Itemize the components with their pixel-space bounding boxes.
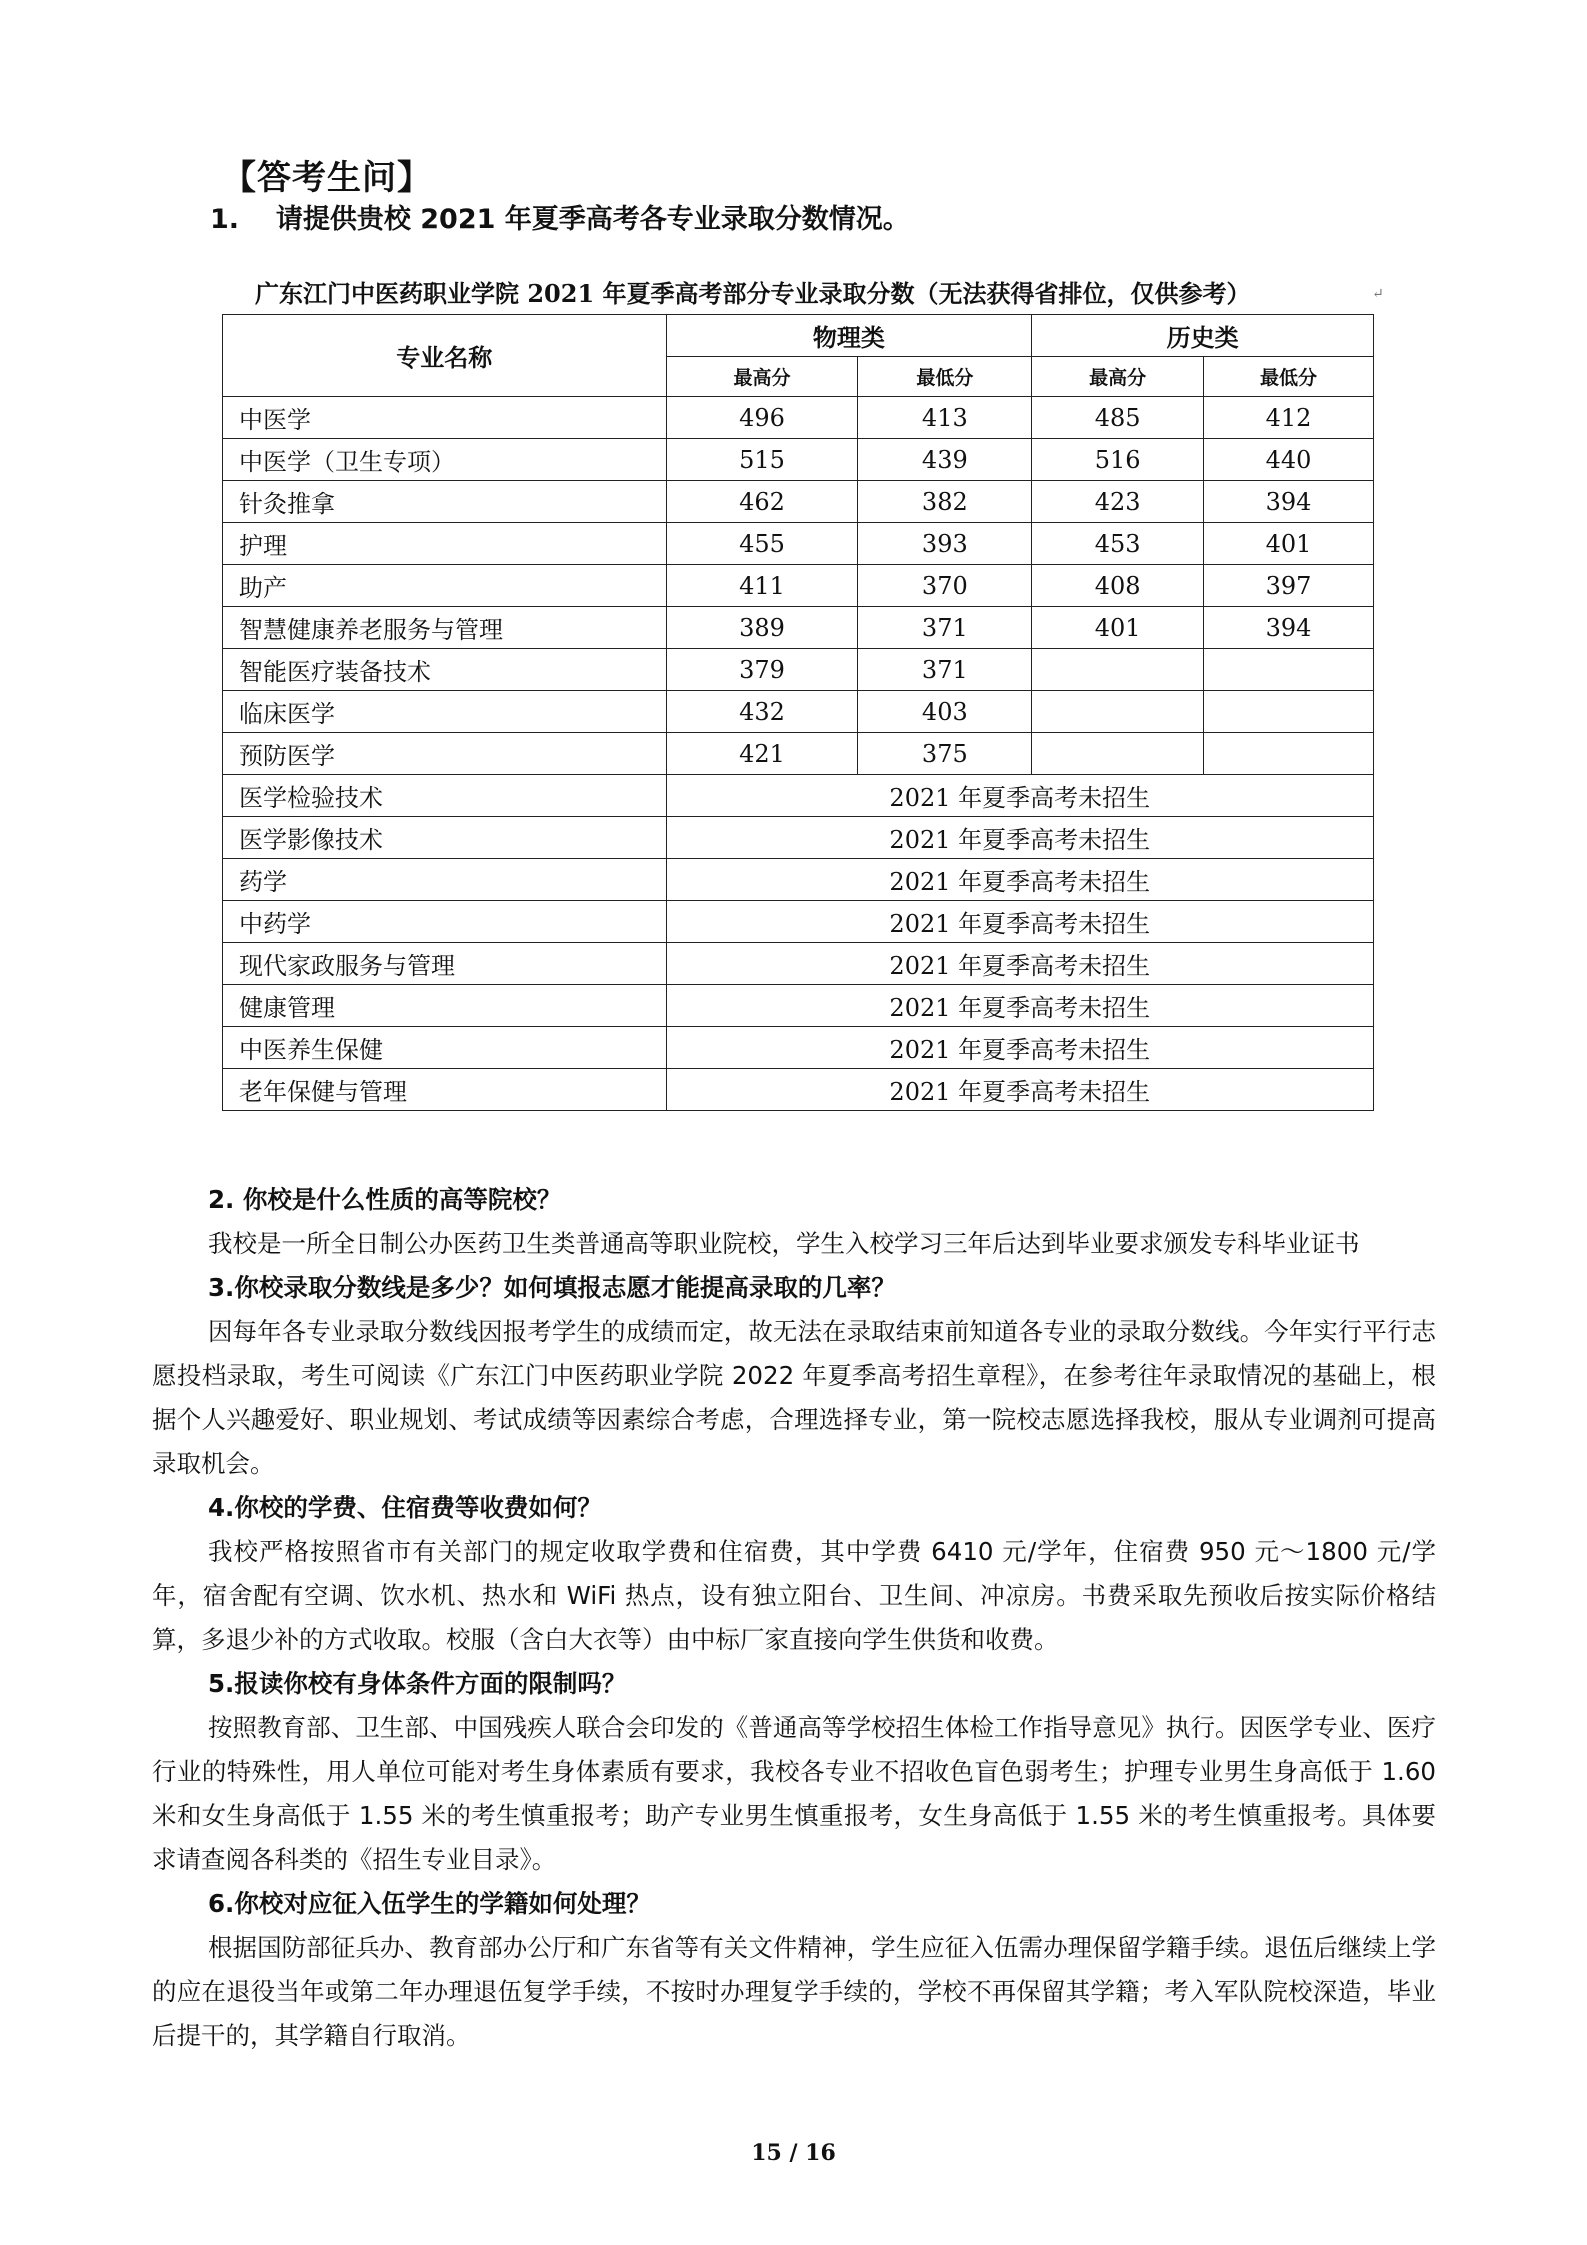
history-max: 423: [1032, 481, 1204, 523]
physics-max: 421: [666, 733, 858, 775]
table-row: [223, 607, 1374, 649]
answer-5: 按照教育部、卫生部、中国残疾人联合会印发的《普通高等学校招生体检工作指导意见》执行。因医学专业、医疗行业的特殊性，用人单位可能对考生身体素质有要求，我校各专业不招收色盲色弱考生；护理专业男生身高低于 1.60 米和女生身高低于 1.55 米的考生慎重报考；助产专业男生慎重报考，女生身高低于 1.55 米的考生慎重报考。具体要求请查阅各科类的《招生专业目录》。: [152, 1713, 1436, 1874]
table-row-no-enroll: [223, 775, 1374, 817]
no-enroll-note: 2021 年夏季高考未招生: [666, 985, 1373, 1027]
history-min: [1204, 649, 1374, 691]
history-max: 401: [1032, 607, 1204, 649]
physics-max: 515: [666, 439, 858, 481]
history-min: 394: [1204, 481, 1374, 523]
major-name: 老年保健与管理: [223, 1069, 667, 1111]
header-history-min: 最低分: [1204, 357, 1374, 397]
major-name: 医学影像技术: [223, 817, 667, 859]
table-row: [223, 397, 1374, 439]
physics-min: 403: [858, 691, 1032, 733]
no-enroll-note: 2021 年夏季高考未招生: [666, 943, 1373, 985]
admission-score-table: [222, 314, 1374, 1111]
physics-min: 439: [858, 439, 1032, 481]
question-1: [210, 197, 910, 236]
history-min: 397: [1204, 565, 1374, 607]
physics-max: 411: [666, 565, 858, 607]
no-enroll-note: 2021 年夏季高考未招生: [666, 775, 1373, 817]
major-name: 针灸推拿: [223, 481, 667, 523]
answer-4: 我校严格按照省市有关部门的规定收取学费和住宿费，其中学费 6410 元/学年，住宿费 950 元～1800 元/学年，宿舍配有空调、饮水机、热水和 WiFi 热点，设有独立阳台、卫生间、冲凉房。书费采取先预收后按实际价格结算，多退少补的方式收取。校服（含白大衣等）由中标厂家直接向学生供货和收费。: [152, 1537, 1436, 1654]
header-history-max: 最高分: [1032, 357, 1204, 397]
major-name: 中医养生保健: [223, 1027, 667, 1069]
major-name: 中药学: [223, 901, 667, 943]
physics-max: 455: [666, 523, 858, 565]
physics-min: 375: [858, 733, 1032, 775]
table-row: [223, 523, 1374, 565]
major-name: 预防医学: [223, 733, 667, 775]
header-major: 专业名称: [223, 315, 667, 397]
history-max: 453: [1032, 523, 1204, 565]
no-enroll-note: 2021 年夏季高考未招生: [666, 1027, 1373, 1069]
major-name: 现代家政服务与管理: [223, 943, 667, 985]
table-row: [223, 733, 1374, 775]
major-name: 医学检验技术: [223, 775, 667, 817]
physics-min: 371: [858, 607, 1032, 649]
physics-max: 496: [666, 397, 858, 439]
answer-3: 因每年各专业录取分数线因报考学生的成绩而定，故无法在录取结束前知道各专业的录取分数线。今年实行平行志愿投档录取，考生可阅读《广东江门中医药职业学院 2022 年夏季高考招生章程》，在参考往年录取情况的基础上，根据个人兴趣爱好、职业规划、考试成绩等因素综合考虑，合理选择专业，第一院校志愿选择我校，服从专业调剂可提高录取机会。: [152, 1317, 1436, 1478]
table-row-no-enroll: [223, 1069, 1374, 1111]
major-name: 护理: [223, 523, 667, 565]
table-row: [223, 691, 1374, 733]
table-row: [223, 649, 1374, 691]
table-row-no-enroll: [223, 943, 1374, 985]
history-max: [1032, 733, 1204, 775]
physics-min: 413: [858, 397, 1032, 439]
major-name: 中医学: [223, 397, 667, 439]
physics-min: 370: [858, 565, 1032, 607]
major-name: 临床医学: [223, 691, 667, 733]
history-min: 394: [1204, 607, 1374, 649]
no-enroll-note: 2021 年夏季高考未招生: [666, 817, 1373, 859]
question-6: 6.你校对应征入伍学生的学籍如何处理？: [208, 1889, 651, 1918]
table-row-no-enroll: [223, 985, 1374, 1027]
table-row: [223, 481, 1374, 523]
question-3: 3.你校录取分数线是多少？如何填报志愿才能提高录取的几率？: [208, 1273, 896, 1302]
table-row: [223, 565, 1374, 607]
answer-2: 我校是一所全日制公办医药卫生类普通高等职业院校，学生入校学习三年后达到毕业要求颁发专科毕业证书: [208, 1229, 1360, 1258]
question-1-text: 请提供贵校 2021 年夏季高考各专业录取分数情况。: [275, 204, 910, 235]
history-max: [1032, 649, 1204, 691]
physics-min: 382: [858, 481, 1032, 523]
no-enroll-note: 2021 年夏季高考未招生: [666, 1069, 1373, 1111]
physics-min: 371: [858, 649, 1032, 691]
physics-min: 393: [858, 523, 1032, 565]
physics-max: 432: [666, 691, 858, 733]
major-name: 中医学（卫生专项）: [223, 439, 667, 481]
physics-max: 379: [666, 649, 858, 691]
table-caption: 广东江门中医药职业学院 2021 年夏季高考部分专业录取分数（无法获得省排位，仅供参考）: [255, 279, 1251, 308]
table-row-no-enroll: [223, 859, 1374, 901]
header-physics-min: 最低分: [858, 357, 1032, 397]
history-min: [1204, 691, 1374, 733]
major-name: 智慧健康养老服务与管理: [223, 607, 667, 649]
question-2: 2. 你校是什么性质的高等院校？: [208, 1185, 562, 1214]
major-name: 助产: [223, 565, 667, 607]
history-max: 408: [1032, 565, 1204, 607]
no-enroll-note: 2021 年夏季高考未招生: [666, 859, 1373, 901]
major-name: 药学: [223, 859, 667, 901]
history-min: [1204, 733, 1374, 775]
major-name: 智能医疗装备技术: [223, 649, 667, 691]
paragraph-mark: ↵: [1372, 286, 1384, 302]
table-row: [223, 439, 1374, 481]
question-1-number: 1.: [210, 204, 240, 235]
history-min: 401: [1204, 523, 1374, 565]
header-physics: 物理类: [666, 315, 1032, 357]
page-number: 15 / 16: [751, 2140, 836, 2166]
history-max: 516: [1032, 439, 1204, 481]
faq-body: [152, 1178, 1436, 2058]
history-min: 440: [1204, 439, 1374, 481]
history-max: [1032, 691, 1204, 733]
question-5: 5.报读你校有身体条件方面的限制吗？: [208, 1669, 627, 1698]
question-4: 4.你校的学费、住宿费等收费如何？: [208, 1493, 602, 1522]
section-title: 【答考生问】: [222, 158, 432, 198]
header-history: 历史类: [1032, 315, 1374, 357]
physics-max: 462: [666, 481, 858, 523]
history-max: 485: [1032, 397, 1204, 439]
history-min: 412: [1204, 397, 1374, 439]
physics-max: 389: [666, 607, 858, 649]
table-header-row: [223, 315, 1374, 357]
no-enroll-note: 2021 年夏季高考未招生: [666, 901, 1373, 943]
table-row-no-enroll: [223, 817, 1374, 859]
table-row-no-enroll: [223, 901, 1374, 943]
header-physics-max: 最高分: [666, 357, 858, 397]
table-row-no-enroll: [223, 1027, 1374, 1069]
answer-6: 根据国防部征兵办、教育部办公厅和广东省等有关文件精神，学生应征入伍需办理保留学籍手续。退伍后继续上学的应在退役当年或第二年办理退伍复学手续，不按时办理复学手续的，学校不再保留其学籍；考入军队院校深造，毕业后提干的，其学籍自行取消。: [152, 1933, 1436, 2050]
major-name: 健康管理: [223, 985, 667, 1027]
